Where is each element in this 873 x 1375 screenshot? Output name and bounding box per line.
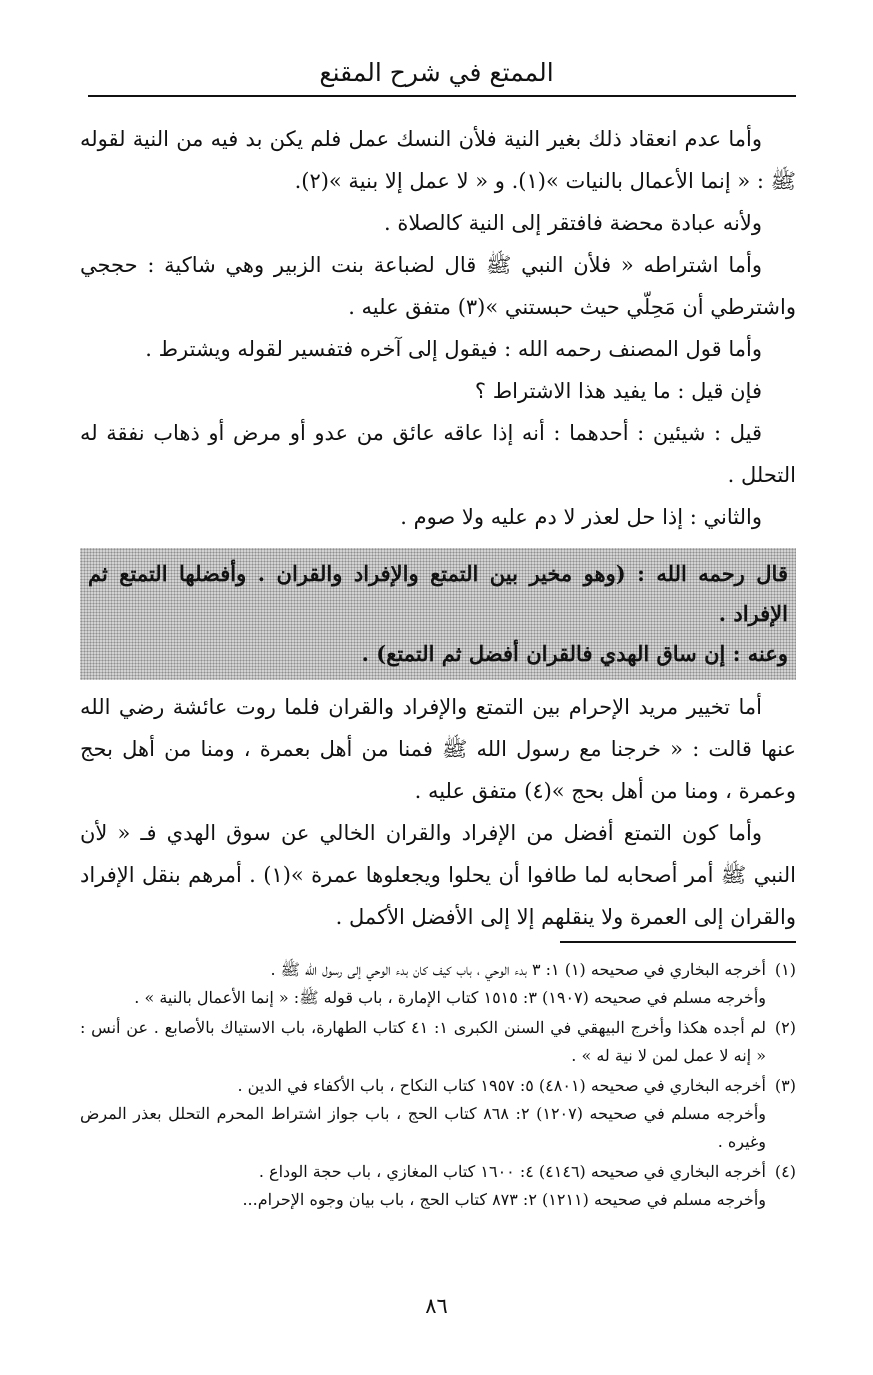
paragraph-answer-first: قيل : شيئين : أحدهما : أنه إذا عاقه عائق من عدو أو مرض أو ذهاب نفقة له التحلل . [80,421,796,487]
footnote-line: وأخرجه مسلم في صحيحه (١٩٠٧) ٣: ١٥١٥ كتاب الإمارة ، باب قوله ﷺ: « إنما الأعمال بالنية » . [134,988,766,1007]
footnote-line: وأخرجه مسلم في صحيحه (١٢١١) ٢: ٨٧٣ كتاب الحج ، باب بيان وجوه الإحرام... [242,1190,766,1209]
paragraph-author-statement: وأما قول المصنف رحمه الله : فيقول إلى آخره فتفسير لقوله ويشترط . [145,337,762,361]
footnote-divider [80,941,796,943]
running-header: الممتع في شرح المقنع [319,58,554,87]
paragraph-question: فإن قيل : ما يفيد هذا الاشتراط ؟ [474,379,762,403]
footnote [80,1158,796,1214]
paragraph-choice: أما تخيير مريد الإحرام بين التمتع والإفراد والقران فلما روت عائشة رضي الله عنها قالت : « خرجنا مع رسول الله ﷺ فمنا من أهل بعمرة ، ومنا من أهل بحج وعمرة ، ومنا من أهل بحج »(٤) متفق عليه . [80,695,796,803]
footnotes [80,956,796,1216]
footnote-number: (٢) [774,1018,796,1037]
footnote-number: (١) [774,960,796,979]
footnote-line: وأخرجه مسلم في صحيحه (١٢٠٧) ٢: ٨٦٨ كتاب الحج ، باب جواز اشتراط المحرم التحلل بعذر المرض وغيره . [80,1104,767,1151]
paragraph-tamattu-preference: وأما كون التمتع أفضل من الإفراد والقران الخالي عن سوق الهدي فـ « لأن النبي ﷺ أمر أصحابه لما طافوا أن يحلوا ويجعلوها عمرة »(١) . أمرهم بنقل الإفراد والقران إلى العمرة ولا ينقلهم إلا إلى الأفضل الأكمل . [80,821,796,929]
footnote-number: (٤) [774,1162,796,1181]
matn-quote-line-2: وعنه : إن ساق الهدي فالقران أفضل ثم التمتع) . [361,641,788,666]
paragraph-worship: ولأنه عبادة محضة فافتقر إلى النية كالصلاة . [384,211,762,235]
footnote [80,956,796,1012]
footnote-number: (٣) [774,1076,796,1095]
footnote [80,1014,796,1070]
main-text [80,118,796,938]
paragraph-answer-second: والثاني : إذا حل لعذر لا دم عليه ولا صوم . [400,505,762,529]
matn-quote-box [80,548,796,680]
footnote [80,1072,796,1156]
footnote-line: أخرجه البخاري في صحيحه (١) ١: ٣ بدء الوحي ، باب كيف كان بدء الوحي إلى رسول الله ﷺ . [270,960,766,979]
footnote-line: أخرجه البخاري في صحيحه (٤١٤٦) ٤: ١٦٠٠ كتاب المغازي ، باب حجة الوداع . [258,1162,766,1181]
footnote-line: أخرجه البخاري في صحيحه (٤٨٠١) ٥: ١٩٥٧ كتاب النكاح ، باب الأكفاء في الدين . [237,1076,766,1095]
footnote-line: لم أجده هكذا وأخرج البيهقي في السنن الكبرى ١: ٤١ كتاب الطهارة، باب الاستياك بالأصابع . عن أنس : « إنه لا عمل لمن لا نية له » . [80,1018,766,1065]
page-number: ٨٦ [425,1294,448,1318]
paragraph-intention: وأما عدم انعقاد ذلك بغير النية فلأن النسك عمل فلم يكن بد فيه من النية لقوله ﷺ : « إنما الأعمال بالنيات »(١). و « لا عمل إلا بنية »(٢). [80,127,796,193]
paragraph-stipulation: وأما اشتراطه « فلأن النبي ﷺ قال لضباعة بنت الزبير وهي شاكية : حججي واشترطي أن مَحِلّي حيث حبستني »(٣) متفق عليه . [80,253,796,319]
matn-quote-line-1: قال رحمه الله : (وهو مخير بين التمتع والإفراد والقران . وأفضلها التمتع ثم الإفراد . [88,561,788,626]
header-divider [88,95,796,97]
